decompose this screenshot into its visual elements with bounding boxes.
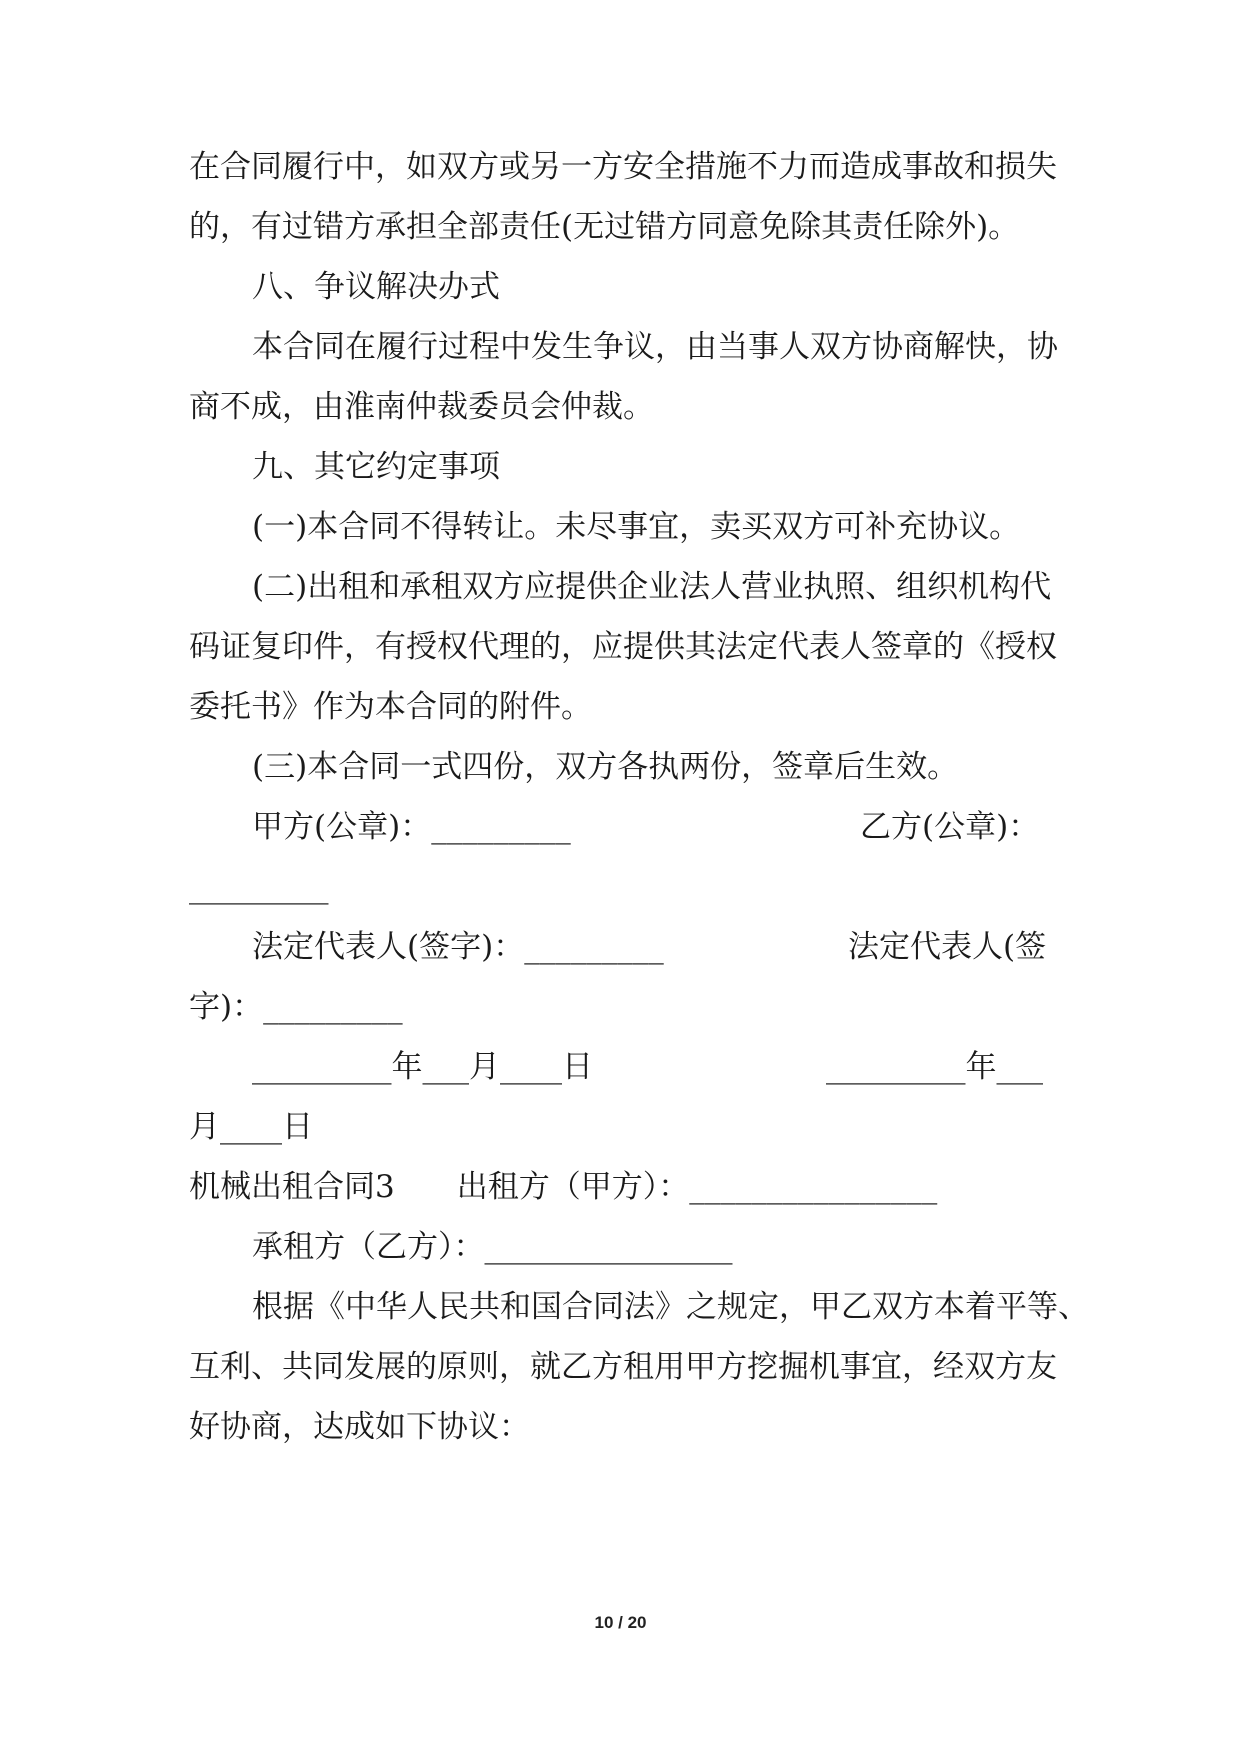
paragraph-line: 的，有过错方承担全部责任(无过错方同意免除其责任除外)。: [189, 209, 1020, 245]
clause-2: (二)出租和承租双方应提供企业法人营业执照、组织机构代: [252, 569, 1052, 605]
rep-b-signature-cont: 字)：_________: [189, 989, 403, 1025]
section-heading-8: 八、争议解决办式: [252, 269, 500, 305]
date-a: _________年___月____日: [252, 1049, 593, 1085]
date-b-cont: 月____日: [189, 1109, 313, 1145]
paragraph-line: 码证复印件，有授权代理的，应提供其法定代表人签章的《授权: [189, 629, 1057, 665]
rep-a-signature: 法定代表人(签字)：_________: [252, 929, 664, 965]
clause-1: (一)本合同不得转让。未尽事宜，卖买双方可补充协议。: [252, 509, 1021, 545]
rep-b-signature: 法定代表人(签: [848, 929, 1047, 965]
date-b: _________年___: [826, 1049, 1043, 1085]
party-a-seal: 甲方(公章)：_________: [252, 809, 571, 845]
party-b-seal-blank: _________: [189, 869, 329, 905]
intro-line: 好协商，达成如下协议：: [189, 1409, 530, 1445]
lessee-line: 承租方（乙方）：________________: [252, 1229, 733, 1265]
page-number: 10 / 20: [594, 1613, 647, 1632]
paragraph-line: 委托书》作为本合同的附件。: [189, 689, 592, 725]
paragraph-line: 本合同在履行过程中发生争议，由当事人双方协商解快，协: [252, 329, 1058, 365]
intro-line: 根据《中华人民共和国合同法》之规定，甲乙双方本着平等、: [252, 1289, 1089, 1325]
party-b-seal: 乙方(公章)：: [860, 809, 1040, 845]
paragraph-line: 在合同履行中，如双方或另一方安全措施不力而造成事故和损失: [189, 149, 1057, 185]
section-heading-9: 九、其它约定事项: [252, 449, 500, 485]
contract-3-title: 机械出租合同3 出租方（甲方）：________________: [189, 1169, 938, 1205]
paragraph-line: 商不成，由淮南仲裁委员会仲裁。: [189, 389, 654, 425]
intro-line: 互利、共同发展的原则，就乙方租用甲方挖掘机事宜，经双方友: [189, 1349, 1057, 1385]
clause-3: (三)本合同一式四份，双方各执两份，签章后生效。: [252, 749, 959, 785]
